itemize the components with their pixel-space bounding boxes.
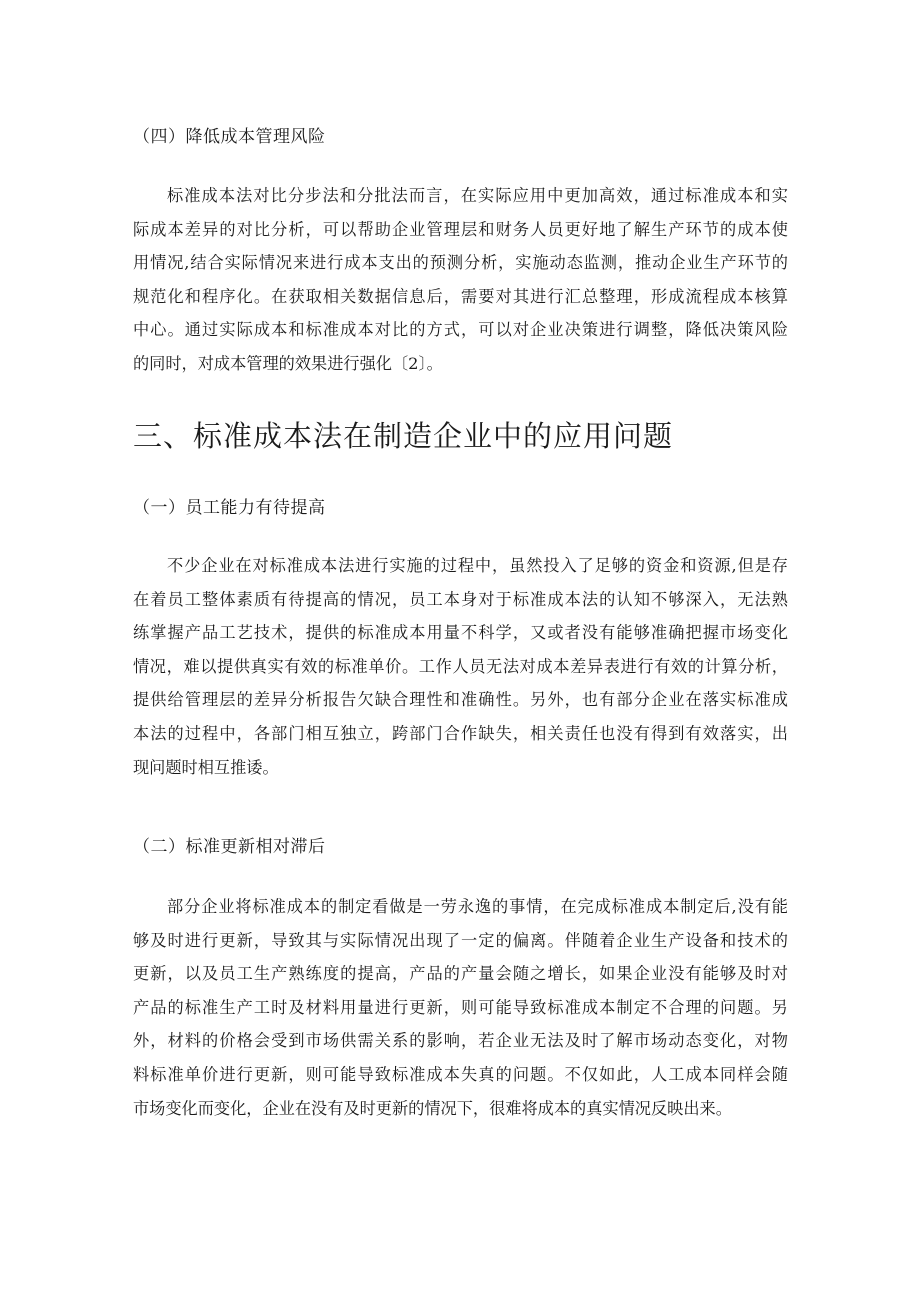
paragraph-line: 规范化和程序化。在获取相关数据信息后，需要对其进行汇总整理，形成流程成本核算: [133, 286, 788, 306]
paragraph-line: 产品的标准生产工时及材料用量进行更新，则可能导致标准成本制定不合理的问题。另: [133, 997, 788, 1017]
paragraph-line: 提供给管理层的差异分析报告欠缺合理性和准确性。另外，也有部分企业在落实标准成: [133, 690, 788, 710]
paragraph-line: 中心。通过实际成本和标准成本对比的方式，可以对企业决策进行调整，降低决策风险: [133, 320, 788, 340]
paragraph-line: 市场变化而变化，企业在没有及时更新的情况下，很难将成本的真实情况反映出来。: [133, 1098, 732, 1118]
paragraph-line: 的同时，对成本管理的效果进行强化〔2〕。: [133, 353, 443, 373]
paragraph-line: 本法的过程中，各部门相互独立，跨部门合作缺失，相关责任也没有得到有效落实，出: [133, 723, 788, 743]
paragraph-line: 际成本差异的对比分析，可以帮助企业管理层和财务人员更好地了解生产环节的成本使: [133, 219, 788, 239]
subsection-heading-4: （四）降低成本管理风险: [133, 127, 326, 147]
paragraph-line: 更新，以及员工生产熟练度的提高，产品的产量会随之增长，如果企业没有能够及时对: [133, 964, 788, 984]
paragraph-reduce-risk: [133, 179, 788, 381]
subsection-heading-1: （一）员工能力有待提高: [133, 498, 326, 518]
paragraph-line: 料标准单价进行更新，则可能导致标准成本失真的问题。不仅如此，人工成本同样会随: [133, 1064, 788, 1084]
paragraph-line: 情况，难以提供真实有效的标准单价。工作人员无法对成本差异表进行有效的计算分析，: [133, 656, 788, 676]
paragraph-line: 够及时进行更新，导致其与实际情况出现了一定的偏离。伴随着企业生产设备和技术的: [133, 930, 788, 950]
paragraph-standard-update: [133, 890, 788, 1125]
subsection-heading-2: （二）标准更新相对滞后: [133, 837, 326, 857]
paragraph-line: 用情况,结合实际情况来进行成本支出的预测分析，实施动态监测，推动企业生产环节的: [133, 253, 788, 273]
paragraph-line: 部分企业将标准成本的制定看做是一劳永逸的事情，在完成标准成本制定后,没有能: [167, 897, 788, 916]
paragraph-line: 外，材料的价格会受到市场供需关系的影响，若企业无法及时了解市场动态变化，对物: [133, 1031, 788, 1051]
section-heading-3: 三、标准成本法在制造企业中的应用问题: [133, 419, 674, 453]
paragraph-line: 标准成本法对比分步法和分批法而言，在实际应用中更加高效，通过标准成本和实: [167, 186, 788, 205]
paragraph-line: 在着员工整体素质有待提高的情况，员工本身对于标准成本法的认知不够深入，无法熟: [133, 589, 788, 609]
paragraph-staff-ability: [133, 549, 788, 784]
paragraph-line: 不少企业在对标准成本法进行实施的过程中，虽然投入了足够的资金和资源,但是存: [167, 556, 788, 575]
paragraph-line: 练掌握产品工艺技术，提供的标准成本用量不科学，又或者没有能够准确把握市场变化: [133, 623, 788, 643]
paragraph-line: 现问题时相互推诿。: [133, 757, 279, 777]
